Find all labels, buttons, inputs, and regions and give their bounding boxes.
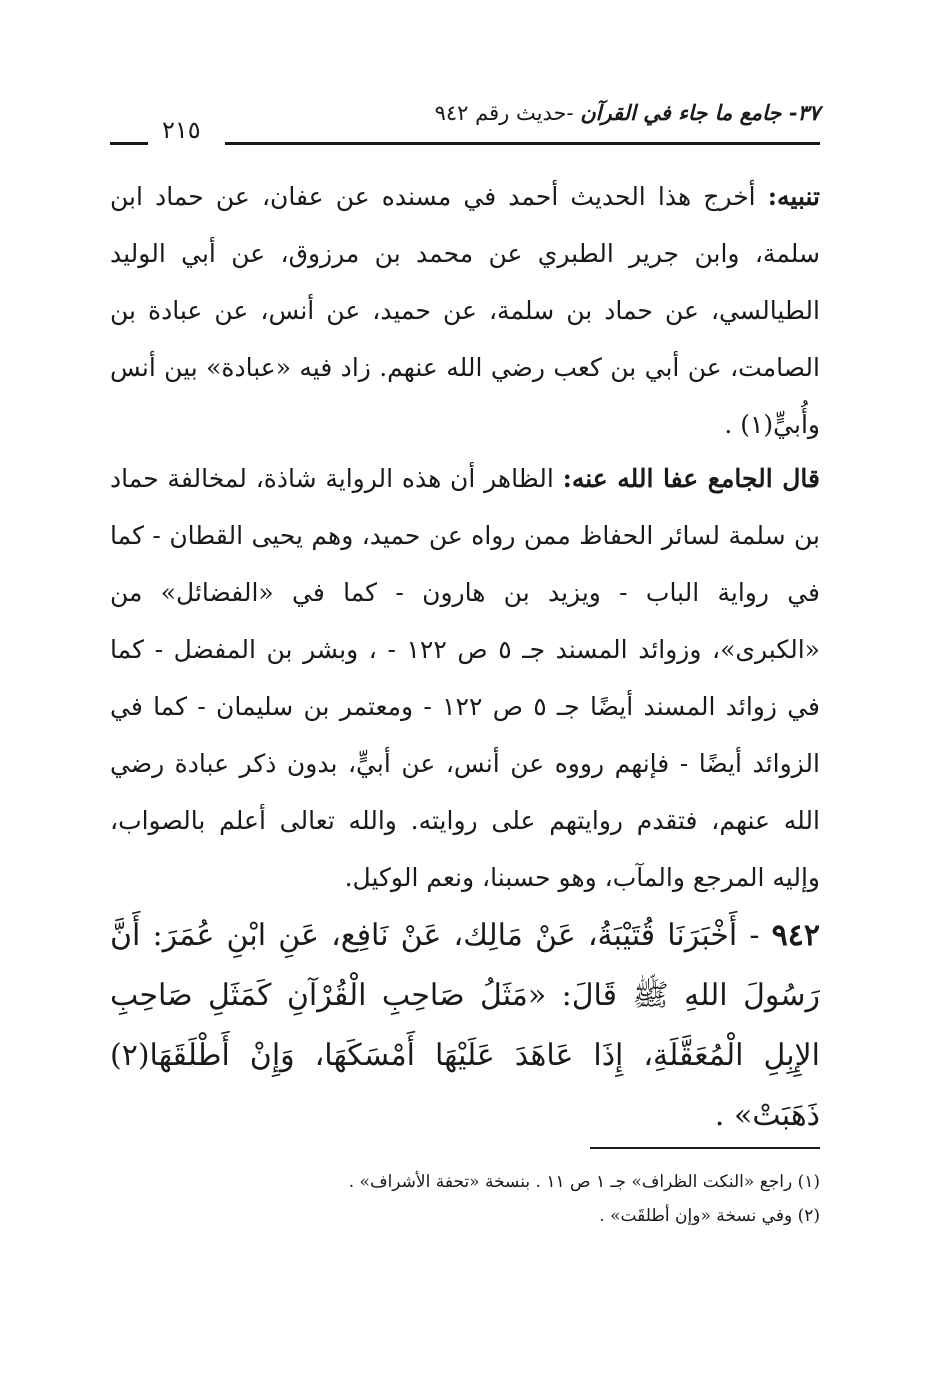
running-header [110, 92, 820, 152]
header-title [435, 100, 820, 125]
chapter-title: ٣٧- جامع ما جاء في القرآن [580, 100, 820, 125]
footnotes [110, 1165, 820, 1233]
footnote-separator [590, 1147, 820, 1149]
hadith-reference: -حديث رقم ٩٤٢ [434, 101, 581, 125]
note-paragraph [110, 168, 820, 453]
hadith-text: - أَخْبَرَنَا قُتَيْبَةُ، عَنْ مَالِك، عَنْ نَافِع، عَنِ ابْنِ عُمَرَ: أَنَّ رَسُولَ اللهِ ﷺ قَالَ: «مَثَلُ صَاحِبِ الْقُرْآنِ كَمَثَلِ صَاحِبِ الإِبِلِ الْمُعَقَّلَةِ، إِذَا عَاهَدَ عَلَيْهَا أَمْسَكَهَا، وَإِنْ أَطْلَقَهَا(٢) ذَهَبَتْ» . [110, 918, 820, 1133]
header-rule [225, 142, 820, 145]
note-lead: تنبيه: [767, 182, 820, 211]
comment-paragraph [110, 450, 820, 906]
footnote-2: (٢) وفي نسخة «وإن أطلقَت» . [599, 1206, 820, 1226]
page-number-dash [110, 142, 148, 145]
comment-lead: قال الجامع عفا الله عنه: [562, 464, 821, 493]
comment-text: الظاهر أن هذه الرواية شاذة، لمخالفة حماد بن سلمة لسائر الحفاظ ممن رواه عن حميد، وهم يحيى القطان - كما في رواية الباب - ويزيد بن هارون - كما في «الفضائل» من «الكبرى»، وزوائد المسند جـ ٥ ص ١٢٢ - ، وبشر بن المفضل - كما في زوائد المسند أيضًا جـ ٥ ص ١٢٢ - ومعتمر بن سليمان - كما في الزوائد أيضًا - فإنهم رووه عن أنس، عن أبيٍّ، بدون ذكر عبادة رضي الله عنهم، فتقدم روايتهم على روايته. والله تعالى أعلم بالصواب، وإليه المرجع والمآب، وهو حسبنا، ونعم الوكيل. [110, 464, 820, 892]
footnote-1: (١) راجع «النكت الظراف» جـ ١ ص ١١ . بنسخة «تحفة الأشراف» . [348, 1172, 820, 1192]
note-text: أخرج هذا الحديث أحمد في مسنده عن عفان، عن حماد ابن سلمة، وابن جرير الطبري عن محمد بن مرزوق، عن أبي الوليد الطيالسي، عن حماد بن سلمة، عن حميد، عن أنس، عن عبادة بن الصامت، عن أبي بن كعب رضي الله عنهم. زاد فيه «عبادة» بين أنس وأُبيٍّ(١) . [110, 182, 820, 439]
page-number: ٢١٥ [162, 116, 201, 144]
hadith-paragraph [110, 906, 820, 1146]
hadith-number: ٩٤٢ [771, 918, 820, 953]
